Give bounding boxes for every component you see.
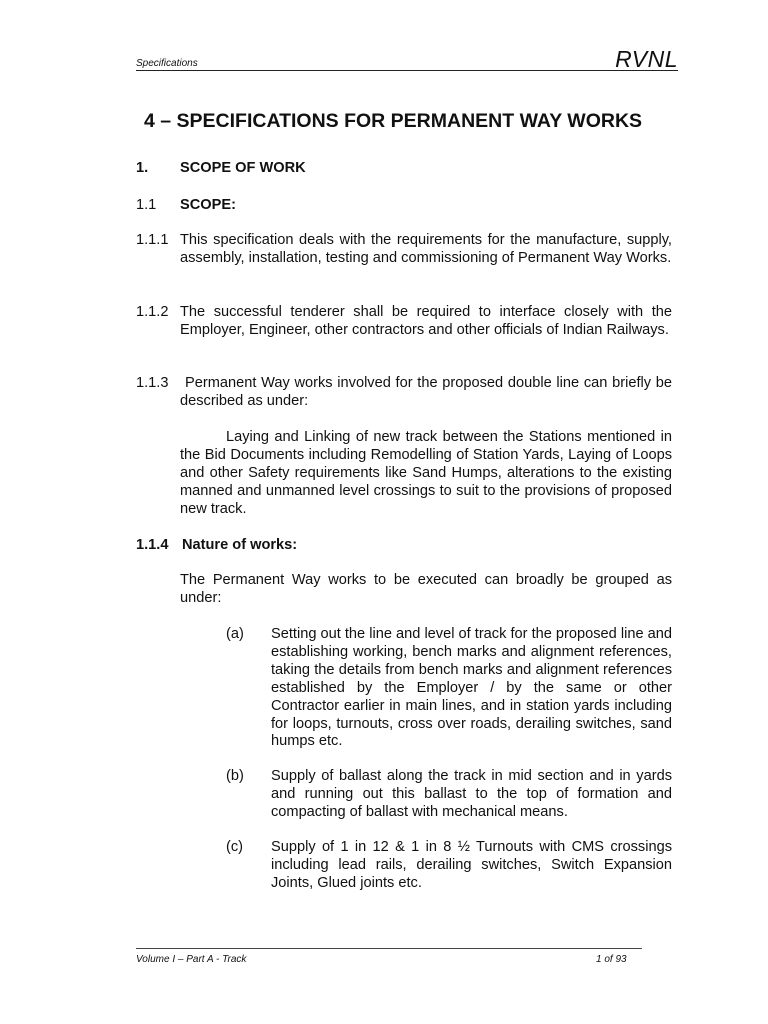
list-item-label: (c) — [226, 839, 244, 855]
section-number: 1. — [136, 160, 149, 176]
footer-volume-label: Volume I – Part A - Track — [136, 954, 247, 965]
header-section-label: Specifications — [136, 58, 198, 69]
page-title: 4 – SPECIFICATIONS FOR PERMANENT WAY WORKS — [144, 110, 643, 132]
footer-divider — [136, 948, 642, 949]
list-item-text: Supply of 1 in 12 & 1 in 8 ½ Turnouts with CMS crossings including lead rails, derailing switches, Switch Expansion Joints, Glued joints etc. — [271, 839, 672, 891]
clause-text: Permanent Way works involved for the proposed double line can briefly be described as under: — [180, 375, 672, 409]
header-divider — [136, 70, 678, 71]
clause-detail-paragraph: Laying and Linking of new track between the Stations mentioned in the Bid Documents including Remodelling of Station Yards, Laying of Loops and other Safety requirements like Sand Humps, alterations to the existing manned and unmanned level crossings to suit to the provisions of proposed new track. — [180, 429, 672, 517]
clause-number: 1.1.3 — [136, 375, 169, 391]
clause-text: The successful tenderer shall be required to interface closely with the Employer, Engineer, other contractors and other officials of Indian Railways. — [180, 304, 672, 338]
clause-number: 1.1.1 — [136, 232, 169, 248]
clause-text: This specification deals with the requirements for the manufacture, supply, assembly, installation, testing and commissioning of Permanent Way Works. — [180, 232, 672, 266]
list-item-text: Setting out the line and level of track for the proposed line and establishing working, bench marks and alignment references, taking the details from bench marks and alignment references established by the Employer / by the same or other Contractor earlier in main lines, and in station yards including for loops, turnouts, cross over roads, derailing switches, sand humps etc. — [271, 626, 672, 750]
list-item-label: (b) — [226, 768, 244, 784]
page-number: 1 of 93 — [596, 954, 627, 965]
subsection-number: 1.1 — [136, 197, 157, 213]
clause-number: 1.1.2 — [136, 304, 169, 320]
clause-number: 1.1.4 — [136, 537, 169, 553]
list-item-label: (a) — [226, 626, 244, 642]
subsection-heading: SCOPE: — [180, 197, 236, 213]
clause-intro: The Permanent Way works to be executed can broadly be grouped as under: — [180, 572, 672, 606]
clause-heading: Nature of works: — [182, 537, 298, 553]
header-organization: RVNL — [615, 46, 678, 72]
list-item-text: Supply of ballast along the track in mid section and in yards and running out this ballast to the top of formation and compacting of ballast with mechanical means. — [271, 768, 672, 820]
section-heading: SCOPE OF WORK — [180, 160, 306, 176]
